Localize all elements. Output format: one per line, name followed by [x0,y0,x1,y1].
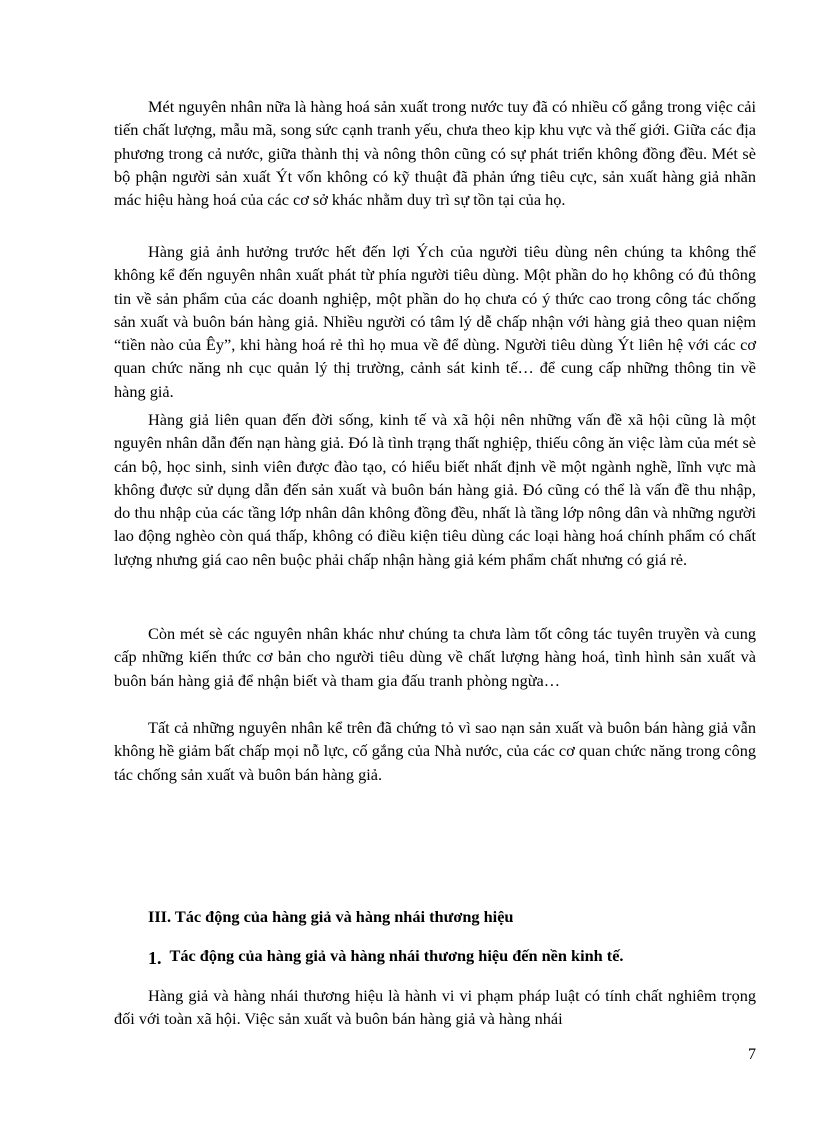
subsection-number: 1. [148,948,162,968]
page-number: 7 [748,1046,756,1063]
section-heading: III. Tác động của hàng giả và hàng nhái thương hiệu [148,907,514,926]
paragraph-consumer-causes: Hàng giả ảnh hưởng trước hết đến lợi Ých của người tiêu dùng nên chúng ta không thể không kể đến nguyên nhân xuất phát từ phía người tiêu dùng. Một phần do họ không có đủ thông tin về sản phẩm của các doanh nghiệp, một phần do họ chưa có ý thức cao trong công tác chống sản xuất và buôn bán hàng giả. Nhiều người có tâm lý dễ chấp nhận với hàng giả theo quan niệm “tiền nào của Êy”, khi hàng hoá rẻ thì họ mua về để dùng. Người tiêu dùng Ýt liên hệ với các cơ quan chức năng nh cục quản lý thị trường, cảnh sát kinh tế… để cung cấp những thông tin về hàng giả. [114,242,756,401]
subsection-title: Tác động của hàng giả và hàng nhái thương hiệu đến nền kinh tế. [169,946,624,965]
paragraph-conclusion: Tất cả những nguyên nhân kể trên đã chứng tỏ vì sao nạn sản xuất và buôn bán hàng giả vẫn không hề giảm bất chấp mọi nỗ lực, cố gắng của Nhà nước, của các cơ quan chức năng trong công tác chống sản xuất và buôn bán hàng giả. [114,718,756,784]
paragraph-social-causes: Hàng giả liên quan đến đời sống, kinh tế và xã hội nên những vấn đề xã hội cũng là một nguyên nhân dẫn đến nạn hàng giả. Đó là tình trạng thất nghiệp, thiếu công ăn việc làm của mét sè cán bộ, học sinh, sinh viên được đào tạo, có hiểu biết nhất định về một ngành nghề, lĩnh vực mà không được sử dụng dẫn đến sản xuất và buôn bán hàng giả. Đó cũng có thể là vấn đề thu nhập, do thu nhập của các tầng lớp nhân dân không đồng đều, nhất là tầng lớp nông dân và những người lao động nghèo còn quá thấp, không có điều kiện tiêu dùng các loại hàng hoá chính phẩm có chất lượng nhưng giá cao nên buộc phải chấp nhận hàng giả kém phẩm chất nhưng có giá rẻ. [114,410,757,569]
paragraph-economic-impact: Hàng giả và hàng nhái thương hiệu là hành vi vi phạm pháp luật có tính chất nghiêm trọng đối với toàn xã hội. Việc sản xuất và buôn bán hàng giả và hàng nhái [114,986,756,1029]
subsection-heading [148,945,624,969]
paragraph-other-causes: Còn mét sè các nguyên nhân khác như chúng ta chưa làm tốt công tác tuyên truyền và cung cấp những kiến thức cơ bản cho người tiêu dùng về chất lượng hàng hoá, tình hình sản xuất và buôn bán hàng giả để nhận biết và tham gia đấu tranh phòng ngừa… [114,624,756,690]
paragraph-domestic-goods: Mét nguyên nhân nữa là hàng hoá sản xuất trong nước tuy đã có nhiều cố gắng trong việc cải tiến chất lượng, mẫu mã, song sức cạnh tranh yếu, chưa theo kịp khu vực và thế giới. Giữa các địa phương trong cả nước, giữa thành thị và nông thôn cũng có sự phát triển không đồng đều. Mét sè bộ phận người sản xuất Ýt vốn không có kỹ thuật đã phản ứng tiêu cực, sản xuất hàng giả nhãn mác hiệu hàng hoá của các cơ sở khác nhằm duy trì sự tồn tại của họ. [114,97,756,210]
